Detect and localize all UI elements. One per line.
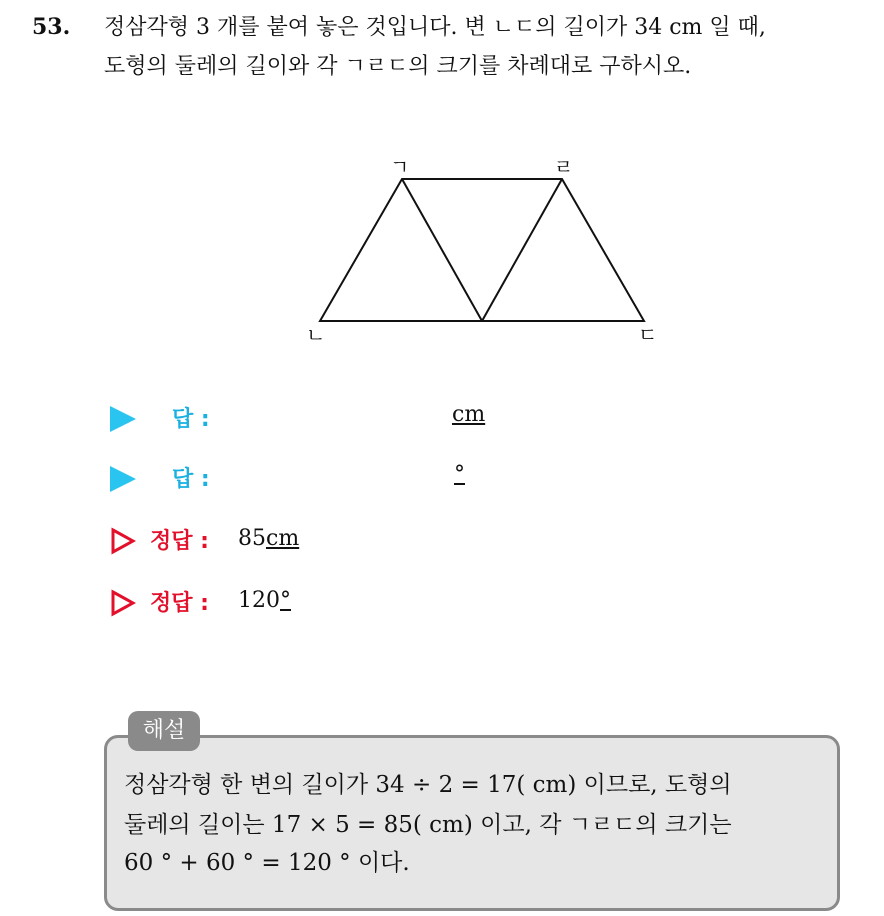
problem-text-2: 도형의 둘레의 길이와 각 ㄱㄹㄷ의 크기를 차례대로 구하시오. (104, 54, 692, 79)
answer-label: 답 : (172, 467, 210, 492)
vertex-label-g: ㄱ (390, 155, 410, 179)
correct-row-2 (110, 586, 430, 620)
answer-unit-degree[interactable]: ° (454, 462, 465, 487)
vertex-label-d: ㄷ (638, 323, 658, 347)
correct-label: 정답 : (150, 529, 209, 554)
explanation-tab: 해설 (128, 711, 200, 751)
correct-value-1 (238, 526, 299, 551)
outer-trapezoid (320, 179, 644, 321)
triangle-diagram (290, 150, 670, 360)
triangle-right-outline-icon (110, 589, 136, 617)
problem-line-1 (32, 12, 766, 43)
answer-row-2 (110, 462, 530, 496)
triangle-right-solid-icon (110, 406, 136, 432)
vertex-label-n: ㄴ (306, 323, 326, 347)
triangle-right-outline-icon (110, 527, 136, 555)
question-number: 53. (32, 14, 71, 40)
problem-line-2 (104, 52, 691, 82)
inner-edge-left (402, 179, 482, 321)
correct-number: 85 (238, 526, 266, 551)
explanation-line-2: 둘레의 길이는 17 × 5 = 85( cm) 이고, 각 ㄱㄹㄷ의 크기는 (124, 812, 732, 838)
correct-value-2 (238, 588, 291, 613)
answer-unit-cm[interactable]: cm (452, 402, 486, 427)
problem-text-1: 정삼각형 3 개를 붙여 놓은 것입니다. 변 ㄴㄷ의 길이가 34 cm 일 때, (104, 15, 766, 40)
correct-label: 정답 : (150, 591, 209, 616)
triangle-lines (320, 179, 644, 321)
correct-unit: cm (266, 526, 300, 551)
correct-number: 120 (238, 588, 280, 613)
correct-row-1 (110, 524, 430, 558)
answer-label: 답 : (172, 407, 210, 432)
explanation-line-1: 정삼각형 한 변의 길이가 34 ÷ 2 = 17( cm) 이므로, 도형의 (124, 772, 732, 798)
correct-unit: ° (280, 588, 291, 613)
triangle-right-solid-icon (110, 466, 136, 492)
inner-edge-right (482, 179, 562, 321)
explanation-line-3: 60 ° + 60 ° = 120 ° 이다. (124, 850, 410, 876)
vertex-label-r: ㄹ (554, 155, 574, 179)
answer-row-1 (110, 402, 530, 436)
